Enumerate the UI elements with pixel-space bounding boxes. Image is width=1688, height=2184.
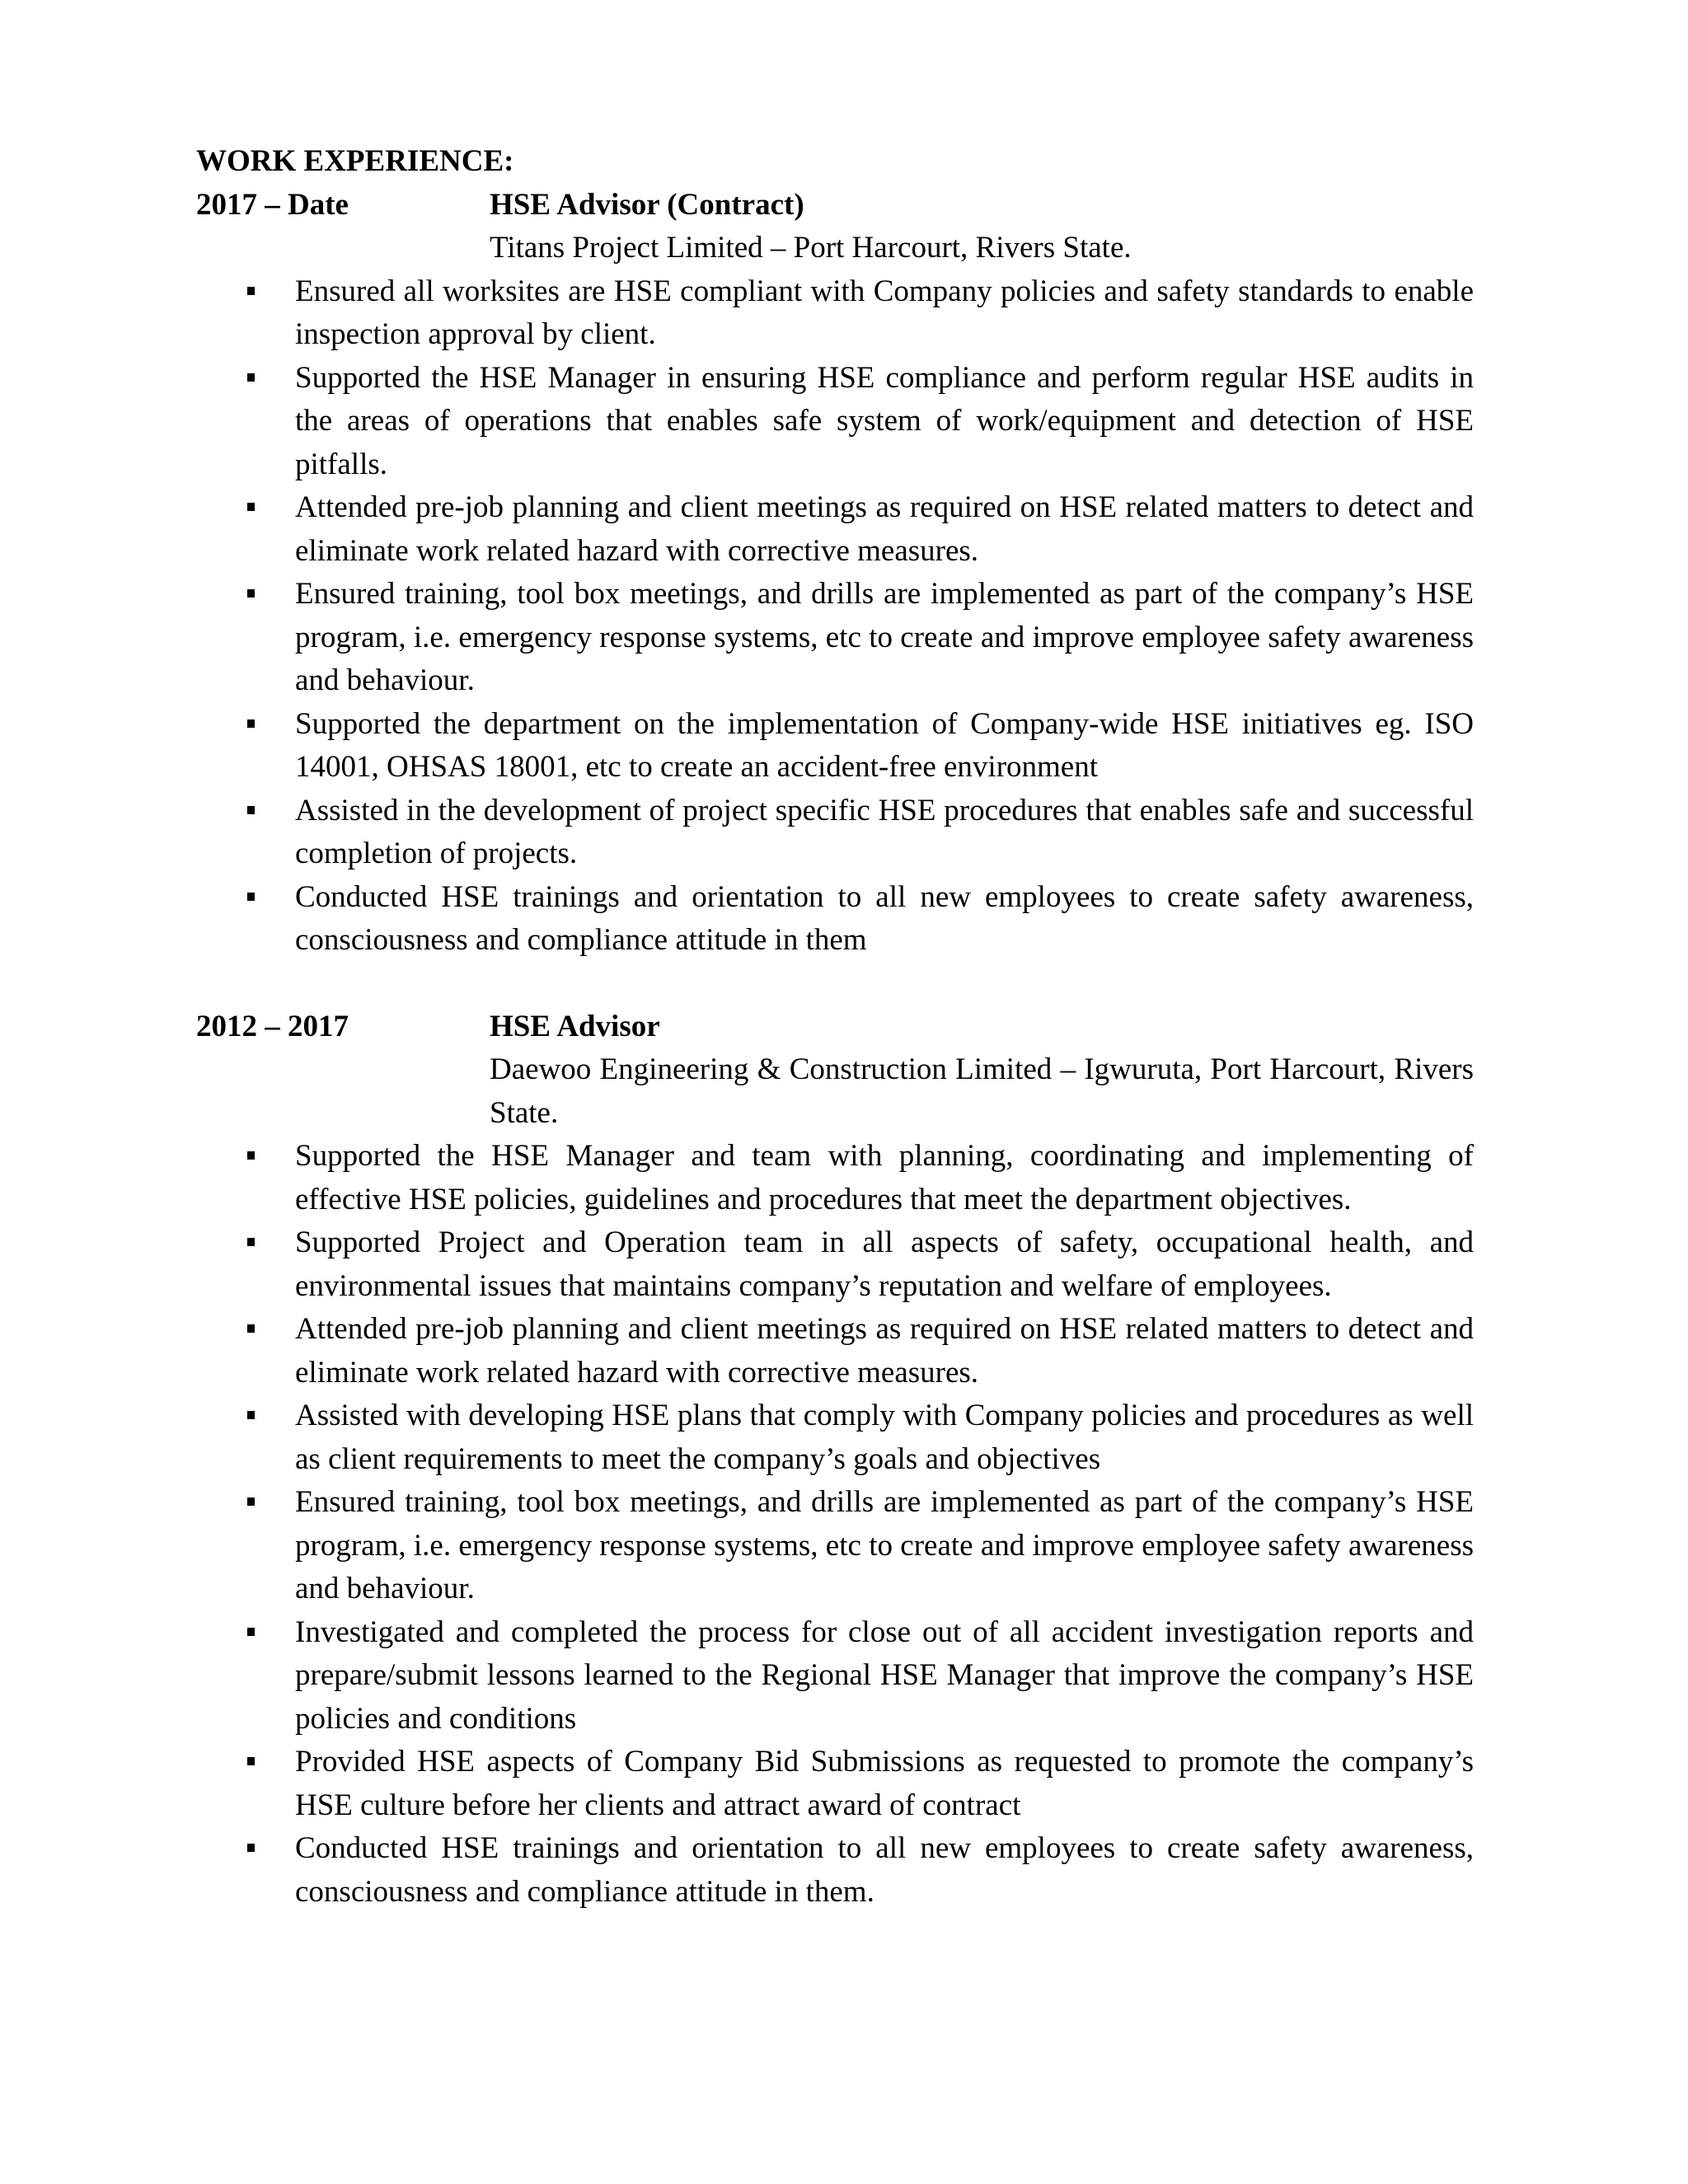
- responsibility-text: Attended pre-job planning and client meetings as required on HSE related matters to detect and eliminate work related hazard with corrective measures.: [295, 490, 1474, 568]
- job-company: Titans Project Limited – Port Harcourt, Rivers State.: [490, 231, 1132, 265]
- responsibility-text: Supported the department on the implementation of Company-wide HSE initiatives eg. ISO 14001, OHSAS 18001, etc to create an accident-free environment: [295, 706, 1474, 784]
- square-bullet-icon: [247, 1628, 255, 1636]
- responsibility-text: Assisted with developing HSE plans that comply with Company policies and procedures as well as client requirements to meet the company’s goals and objectives: [295, 1399, 1474, 1476]
- job-company: Daewoo Engineering & Construction Limited – Igwuruta, Port Harcourt, Rivers State.: [490, 1052, 1474, 1130]
- responsibility-text: Provided HSE aspects of Company Bid Submissions as requested to promote the company’s HSE culture before her clients and attract award of contract: [295, 1745, 1474, 1822]
- responsibility-text: Conducted HSE trainings and orientation to all new employees to create safety awareness, consciousness and compliance attitude in them.: [295, 1831, 1474, 1909]
- square-bullet-icon: [247, 1151, 255, 1160]
- responsibility-item: [196, 1135, 1474, 1221]
- job-title: HSE Advisor (Contract): [490, 187, 804, 222]
- square-bullet-icon: [247, 1844, 255, 1852]
- responsibility-text: Assisted in the development of project specific HSE procedures that enables safe and successful completion of projects.: [295, 793, 1474, 870]
- responsibility-list: [196, 1135, 1474, 1914]
- square-bullet-icon: [247, 1324, 255, 1333]
- responsibility-item: [196, 1394, 1474, 1481]
- responsibility-text: Supported the HSE Manager in ensuring HSE compliance and perform regular HSE audits in the areas of operations that enables safe system of work/equipment and detection of HSE pitfalls.: [295, 360, 1474, 481]
- responsibility-item: [196, 1741, 1474, 1827]
- responsibility-list: [196, 270, 1474, 963]
- job-entry-2: [196, 1005, 1474, 1915]
- responsibility-text: Ensured all worksites are HSE compliant with Company policies and safety standards to enable inspection approval by client.: [295, 274, 1474, 351]
- responsibility-item: [196, 1611, 1474, 1741]
- responsibility-text: Supported Project and Operation team in all aspects of safety, occupational health, and environmental issues that maintains company’s reputation and welfare of employees.: [295, 1226, 1474, 1303]
- responsibility-item: [196, 1481, 1474, 1611]
- square-bullet-icon: [247, 806, 255, 814]
- job-period: 2012 – 2017: [196, 1009, 349, 1043]
- responsibility-text: Investigated and completed the process for close out of all accident investigation reports and prepare/submit lessons learned to the Regional HSE Manager that improve the company’s HSE policies and conditions: [295, 1615, 1474, 1736]
- square-bullet-icon: [247, 1411, 255, 1419]
- responsibility-text: Ensured training, tool box meetings, and drills are implemented as part of the company’s HSE program, i.e. emergency response systems, etc to create and improve employee safety awareness and behaviour.: [295, 1485, 1474, 1605]
- square-bullet-icon: [247, 719, 255, 728]
- section-heading: WORK EXPERIENCE:: [196, 144, 514, 178]
- responsibility-text: Supported the HSE Manager and team with planning, coordinating and implementing of effective HSE policies, guidelines and procedures that meet the department objectives.: [295, 1139, 1474, 1216]
- responsibility-text: Conducted HSE trainings and orientation to all new employees to create safety awareness, consciousness and compliance attitude in them: [295, 879, 1474, 957]
- square-bullet-icon: [247, 589, 255, 598]
- responsibility-item: [196, 486, 1474, 573]
- job-header: [196, 1005, 1474, 1049]
- responsibility-item: [196, 573, 1474, 703]
- responsibility-item: [196, 1221, 1474, 1308]
- job-period: 2017 – Date: [196, 187, 349, 222]
- square-bullet-icon: [247, 373, 255, 382]
- square-bullet-icon: [247, 1238, 255, 1246]
- responsibility-item: [196, 270, 1474, 357]
- job-header: [196, 184, 1474, 227]
- responsibility-item: [196, 1308, 1474, 1394]
- responsibility-item: [196, 357, 1474, 487]
- responsibility-item: [196, 790, 1474, 876]
- job-entry-1: [196, 184, 1474, 963]
- square-bullet-icon: [247, 503, 255, 511]
- square-bullet-icon: [247, 1497, 255, 1506]
- square-bullet-icon: [247, 287, 255, 295]
- responsibility-item: [196, 703, 1474, 790]
- responsibility-text: Ensured training, tool box meetings, and drills are implemented as part of the company’s HSE program, i.e. emergency response systems, etc to create and improve employee safety awareness and behaviour.: [295, 577, 1474, 697]
- square-bullet-icon: [247, 893, 255, 901]
- square-bullet-icon: [247, 1757, 255, 1765]
- responsibility-item: [196, 1827, 1474, 1914]
- job-title: HSE Advisor: [490, 1009, 660, 1043]
- responsibility-text: Attended pre-job planning and client meetings as required on HSE related matters to detect and eliminate work related hazard with corrective measures.: [295, 1312, 1474, 1390]
- resume-page: [196, 140, 1474, 1914]
- responsibility-item: [196, 876, 1474, 963]
